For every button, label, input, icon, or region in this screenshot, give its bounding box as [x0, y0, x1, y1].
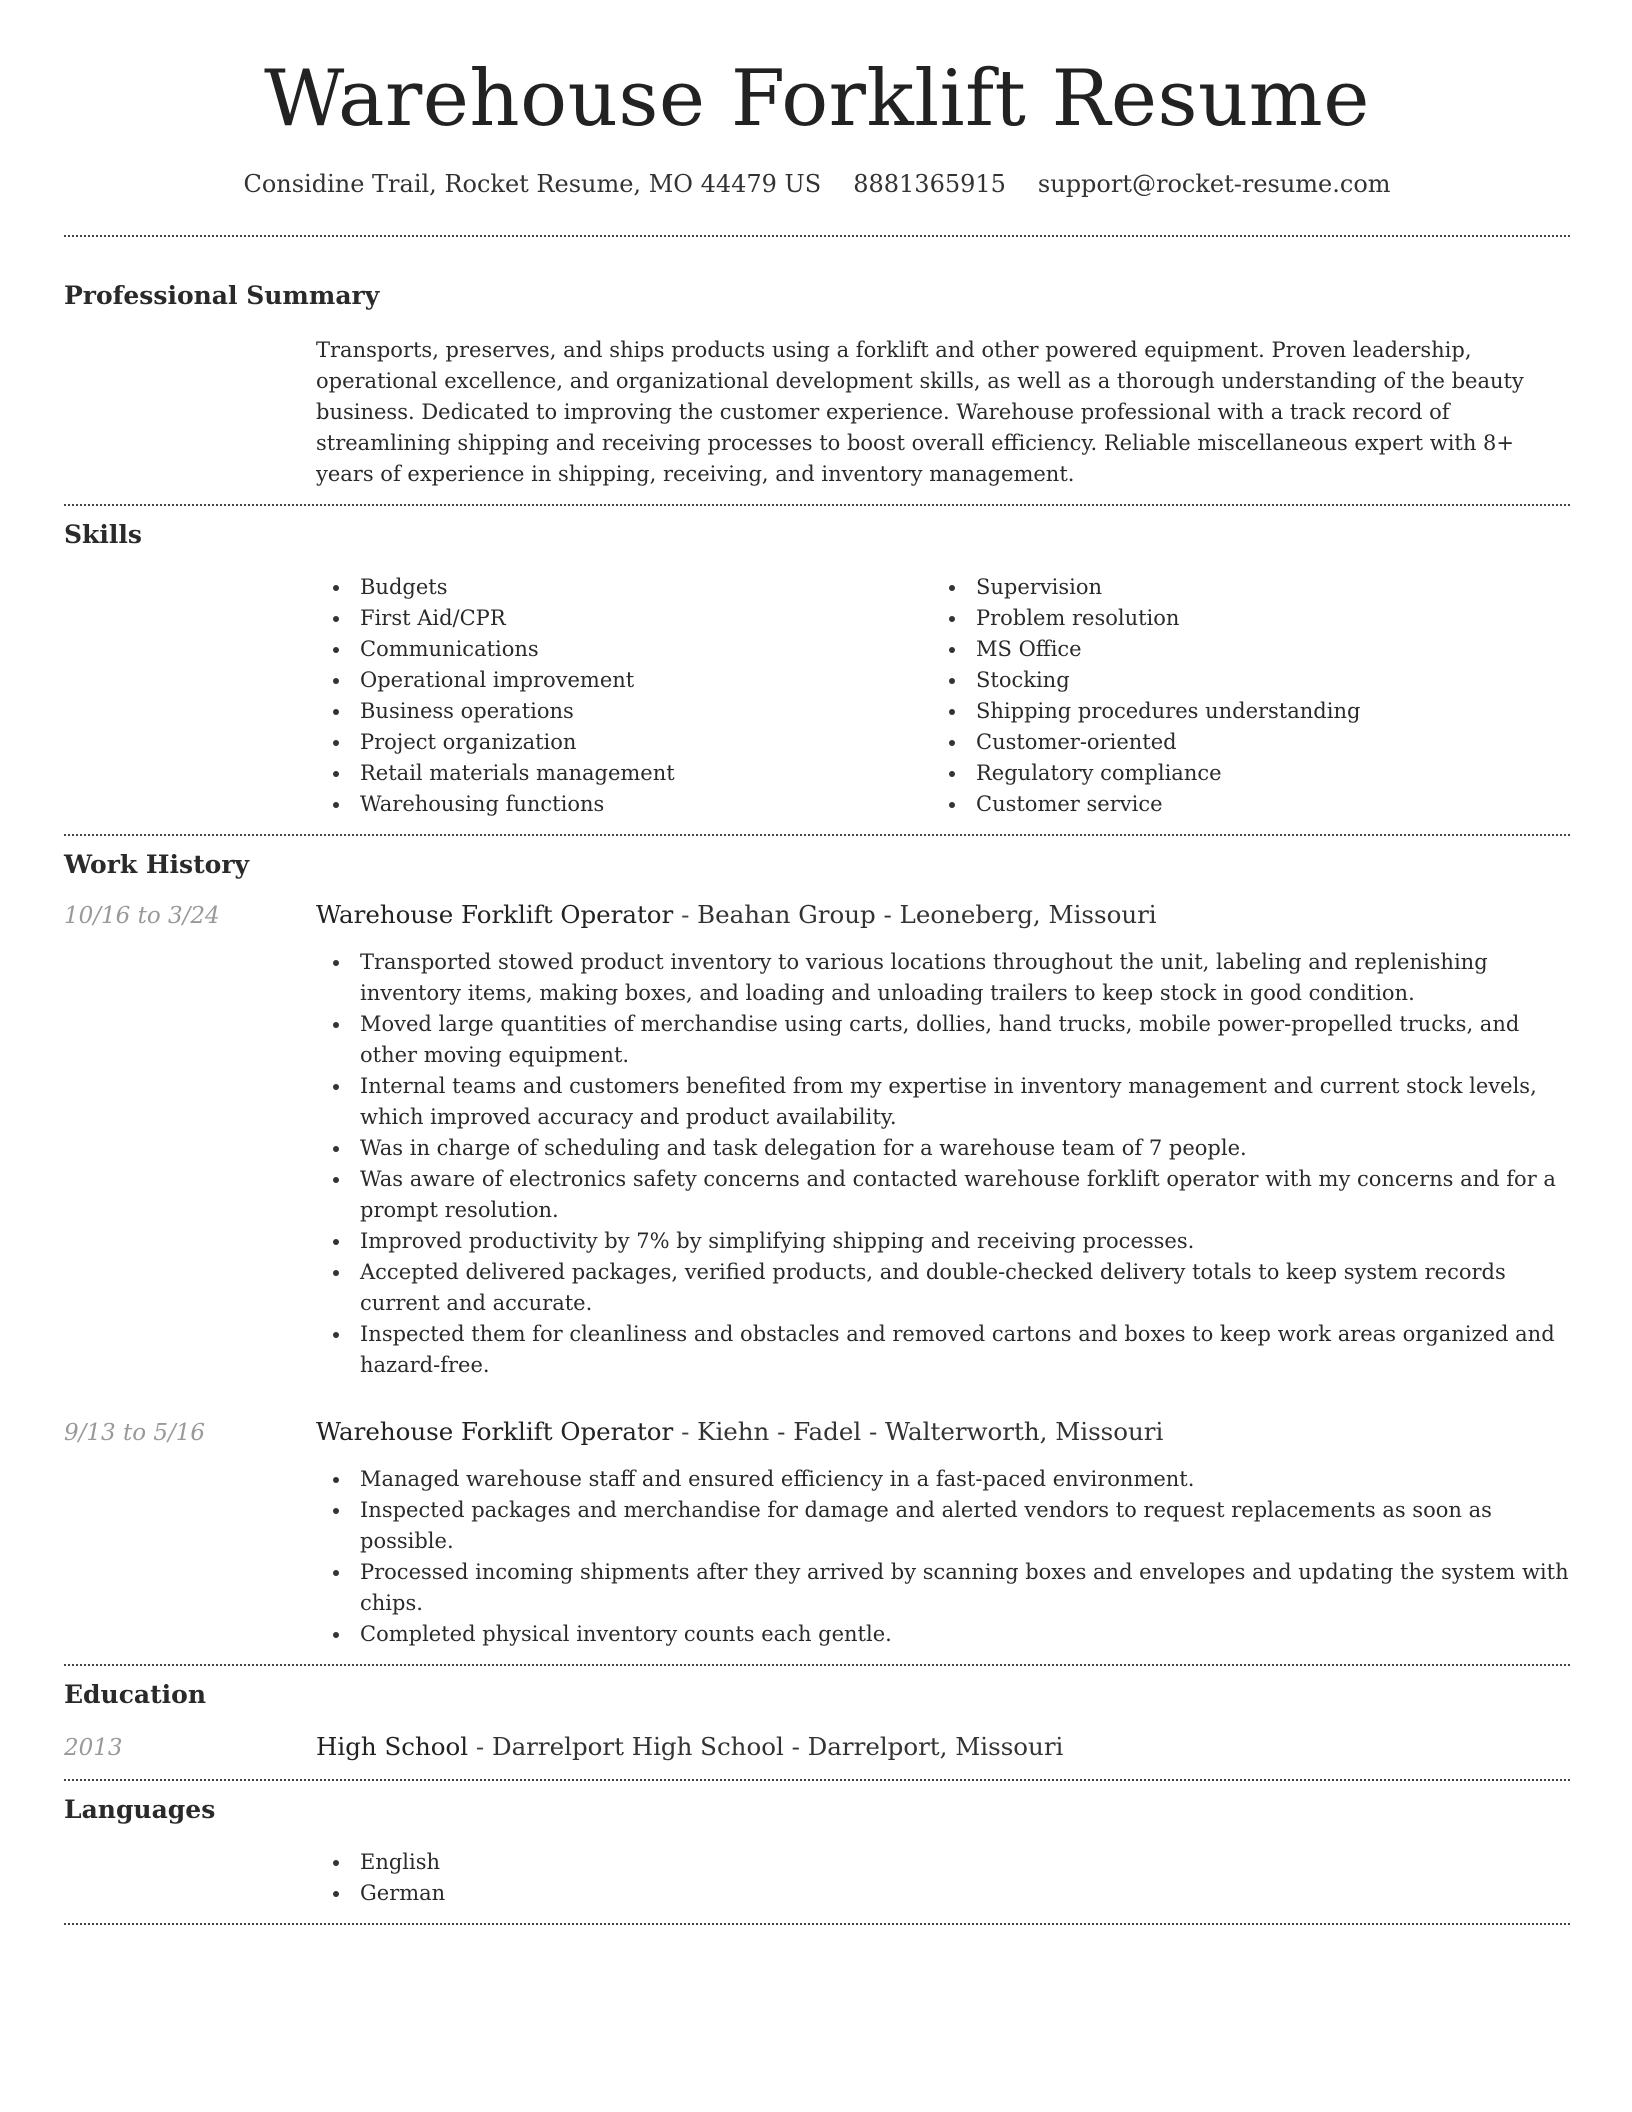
- education-heading: Education: [64, 1679, 207, 1709]
- list-item: Stocking: [932, 665, 1548, 696]
- list-item: MS Office: [932, 634, 1548, 665]
- list-item: Customer-oriented: [932, 727, 1548, 758]
- work-heading: Work History: [64, 849, 250, 879]
- job-dates: 10/16 to 3/24: [64, 902, 220, 929]
- job-entry: [64, 900, 1570, 1381]
- summary-section: [64, 281, 1570, 490]
- education-school: Darrelport High School - Darrelport, Missouri: [491, 1731, 1064, 1761]
- job-header: [64, 900, 1570, 929]
- list-item: Transported stowed product inventory to various locations throughout the unit, labeling and replenishing inventory items, making boxes, and loading and unloading trailers to keep stock in good condition.: [316, 947, 1570, 1009]
- job-title-line: [316, 1417, 1163, 1446]
- education-separator: -: [468, 1731, 492, 1761]
- job-bullets: [316, 947, 1570, 1381]
- divider: [64, 1779, 1570, 1781]
- list-item: Moved large quantities of merchandise using carts, dollies, hand trucks, mobile power-propelled trucks, and other moving equipment.: [316, 1009, 1570, 1071]
- list-item: Accepted delivered packages, verified products, and double-checked delivery totals to keep system records current and accurate.: [316, 1257, 1570, 1319]
- list-item: Processed incoming shipments after they arrived by scanning boxes and envelopes and updating the system with chips.: [316, 1557, 1570, 1619]
- job-entry: [64, 1417, 1570, 1650]
- contact-line: [64, 170, 1570, 199]
- job-separator: -: [673, 1416, 698, 1446]
- list-item: Project organization: [316, 727, 932, 758]
- education-entry: [64, 1732, 1570, 1761]
- languages-section: [64, 1795, 1570, 1909]
- job-header: [64, 1417, 1570, 1446]
- list-item: Improved productivity by 7% by simplifying shipping and receiving processes.: [316, 1226, 1570, 1257]
- list-item: Warehousing functions: [316, 789, 932, 820]
- divider: [64, 1664, 1570, 1666]
- list-item: Budgets: [316, 572, 932, 603]
- list-item: Managed warehouse staff and ensured efficiency in a fast-paced environment.: [316, 1464, 1570, 1495]
- skills-heading: Skills: [64, 519, 142, 549]
- list-item: Problem resolution: [932, 603, 1548, 634]
- list-item: English: [316, 1847, 1570, 1878]
- languages-heading: Languages: [64, 1794, 216, 1824]
- skills-list-right: [932, 572, 1548, 820]
- list-item: First Aid/CPR: [316, 603, 932, 634]
- education-degree: High School: [316, 1731, 469, 1761]
- list-item: Supervision: [932, 572, 1548, 603]
- job-dates: 9/13 to 5/16: [64, 1419, 206, 1446]
- list-item: Was in charge of scheduling and task delegation for a warehouse team of 7 people.: [316, 1133, 1570, 1164]
- job-bullets: [316, 1464, 1570, 1650]
- list-item: Internal teams and customers benefited from my expertise in inventory management and current stock levels, which improved accuracy and product availability.: [316, 1071, 1570, 1133]
- skills-list-left: [316, 572, 932, 820]
- job-role: Warehouse Forklift Operator: [316, 899, 674, 929]
- job-company: Kiehn - Fadel - Walterworth, Missouri: [697, 1416, 1164, 1446]
- list-item: German: [316, 1878, 1570, 1909]
- job-role: Warehouse Forklift Operator: [316, 1416, 674, 1446]
- list-item: Customer service: [932, 789, 1548, 820]
- job-separator: -: [673, 899, 698, 929]
- list-item: Inspected packages and merchandise for damage and alerted vendors to request replacements as soon as possible.: [316, 1495, 1570, 1557]
- list-item: Shipping procedures understanding: [932, 696, 1548, 727]
- resume-page: [64, 0, 1570, 1925]
- list-item: Was aware of electronics safety concerns and contacted warehouse forklift operator with my concerns and for a prompt resolution.: [316, 1164, 1570, 1226]
- list-item: Regulatory compliance: [932, 758, 1548, 789]
- summary-text: Transports, preserves, and ships products using a forklift and other powered equipment. Proven leadership, operational excellence, and organizational development skills, as well as a thorough understanding of the beauty business. Dedicated to improving the customer experience. Warehouse professional with a track record of streamlining shipping and receiving processes to boost overall efficiency. Reliable miscellaneous expert with 8+ years of experience in shipping, receiving, and inventory management.: [316, 337, 1524, 486]
- summary-heading: Professional Summary: [64, 280, 380, 310]
- divider: [64, 235, 1570, 237]
- list-item: Operational improvement: [316, 665, 932, 696]
- skills-section: [64, 520, 1570, 820]
- job-company: Beahan Group - Leoneberg, Missouri: [697, 899, 1157, 929]
- list-item: Completed physical inventory counts each gentle.: [316, 1619, 1570, 1650]
- contact-phone: 8881365915: [853, 170, 1006, 198]
- skills-grid: [316, 572, 1570, 820]
- divider: [64, 504, 1570, 506]
- work-section: [64, 850, 1570, 1650]
- list-item: Inspected them for cleanliness and obstacles and removed cartons and boxes to keep work areas organized and hazard-free.: [316, 1319, 1570, 1381]
- divider: [64, 1923, 1570, 1925]
- languages-list: [316, 1847, 1570, 1909]
- list-item: Retail materials management: [316, 758, 932, 789]
- list-item: Communications: [316, 634, 932, 665]
- contact-email: support@rocket-resume.com: [1037, 170, 1391, 198]
- job-title-line: [316, 900, 1157, 929]
- education-line: [316, 1732, 1063, 1761]
- contact-address: Considine Trail, Rocket Resume, MO 44479 US: [243, 170, 822, 198]
- resume-title: Warehouse Forklift Resume: [264, 54, 1370, 144]
- education-section: [64, 1680, 1570, 1761]
- education-date: 2013: [64, 1734, 123, 1761]
- divider: [64, 834, 1570, 836]
- list-item: Business operations: [316, 696, 932, 727]
